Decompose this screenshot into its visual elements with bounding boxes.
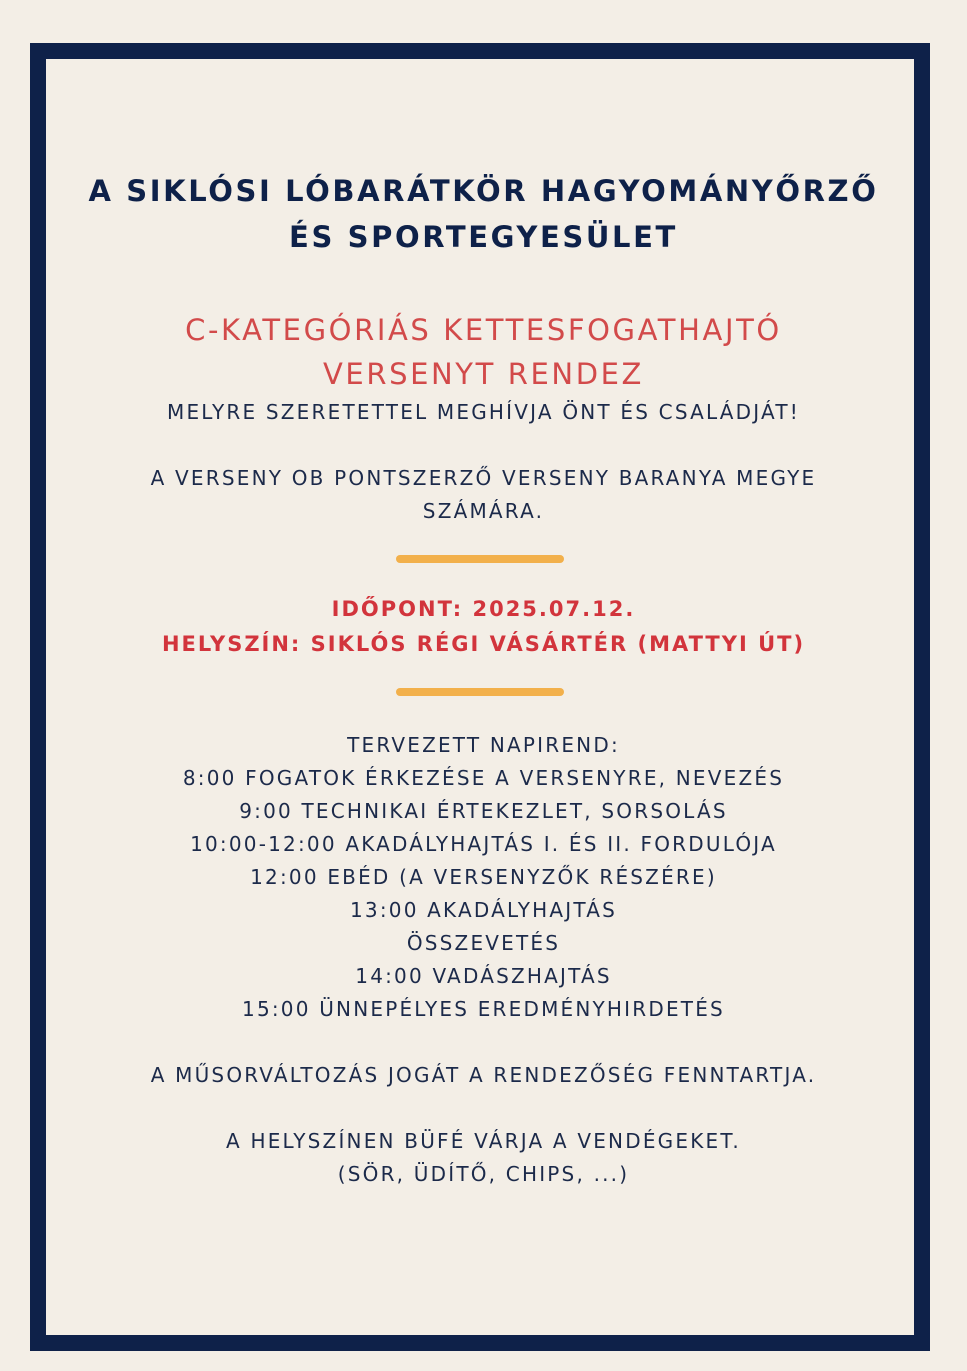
event-location: HELYSZÍN: SIKLÓS RÉGI VÁSÁRTÉR (MATTYI ÚT) [161,632,806,656]
invitation-text: MELYRE SZERETETTEL MEGHÍVJA ÖNT ÉS CSALÁDJÁT! [167,400,800,424]
divider-top [396,555,564,563]
schedule-item: 14:00 VADÁSZHAJTÁS [355,964,612,988]
ob-info-line1: A VERSENY OB PONTSZERZŐ VERSENY BARANYA MEGYE [150,466,817,490]
program-change-notice: A MŰSORVÁLTOZÁS JOGÁT A RENDEZŐSÉG FENNTARTJA. [150,1063,817,1087]
schedule-heading: TERVEZETT NAPIREND: [347,733,620,757]
event-title-line1: C-KATEGÓRIÁS KETTESFOGATHAJTÓ [185,313,782,347]
schedule-item: 13:00 AKADÁLYHAJTÁS [349,898,617,922]
ob-info-line2: SZÁMÁRA. [422,499,545,523]
schedule-item: ÖSSZEVETÉS [406,931,561,955]
divider-bottom [396,688,564,696]
event-title-line2: VERSENYT RENDEZ [322,357,645,391]
event-date: IDŐPONT: 2025.07.12. [331,597,636,621]
schedule-item: 15:00 ÜNNEPÉLYES EREDMÉNYHIRDETÉS [242,997,725,1021]
buffet-line1: A HELYSZÍNEN BÜFÉ VÁRJA A VENDÉGEKET. [226,1129,741,1153]
organizer-title-line1: A SIKLÓSI LÓBARÁTKÖR HAGYOMÁNYŐRZŐ [88,174,879,208]
schedule-item: 9:00 TECHNIKAI ÉRTEKEZLET, SORSOLÁS [239,799,728,823]
buffet-line2: (SÖR, ÜDÍTŐ, CHIPS, ...) [337,1162,630,1186]
schedule-item: 12:00 EBÉD (A VERSENYZŐK RÉSZÉRE) [250,865,717,889]
organizer-title-line2: ÉS SPORTEGYESÜLET [289,220,678,254]
schedule-item: 10:00-12:00 AKADÁLYHAJTÁS I. ÉS II. FORDULÓJA [190,832,777,856]
schedule-item: 8:00 FOGATOK ÉRKEZÉSE A VERSENYRE, NEVEZÉS [182,766,785,790]
